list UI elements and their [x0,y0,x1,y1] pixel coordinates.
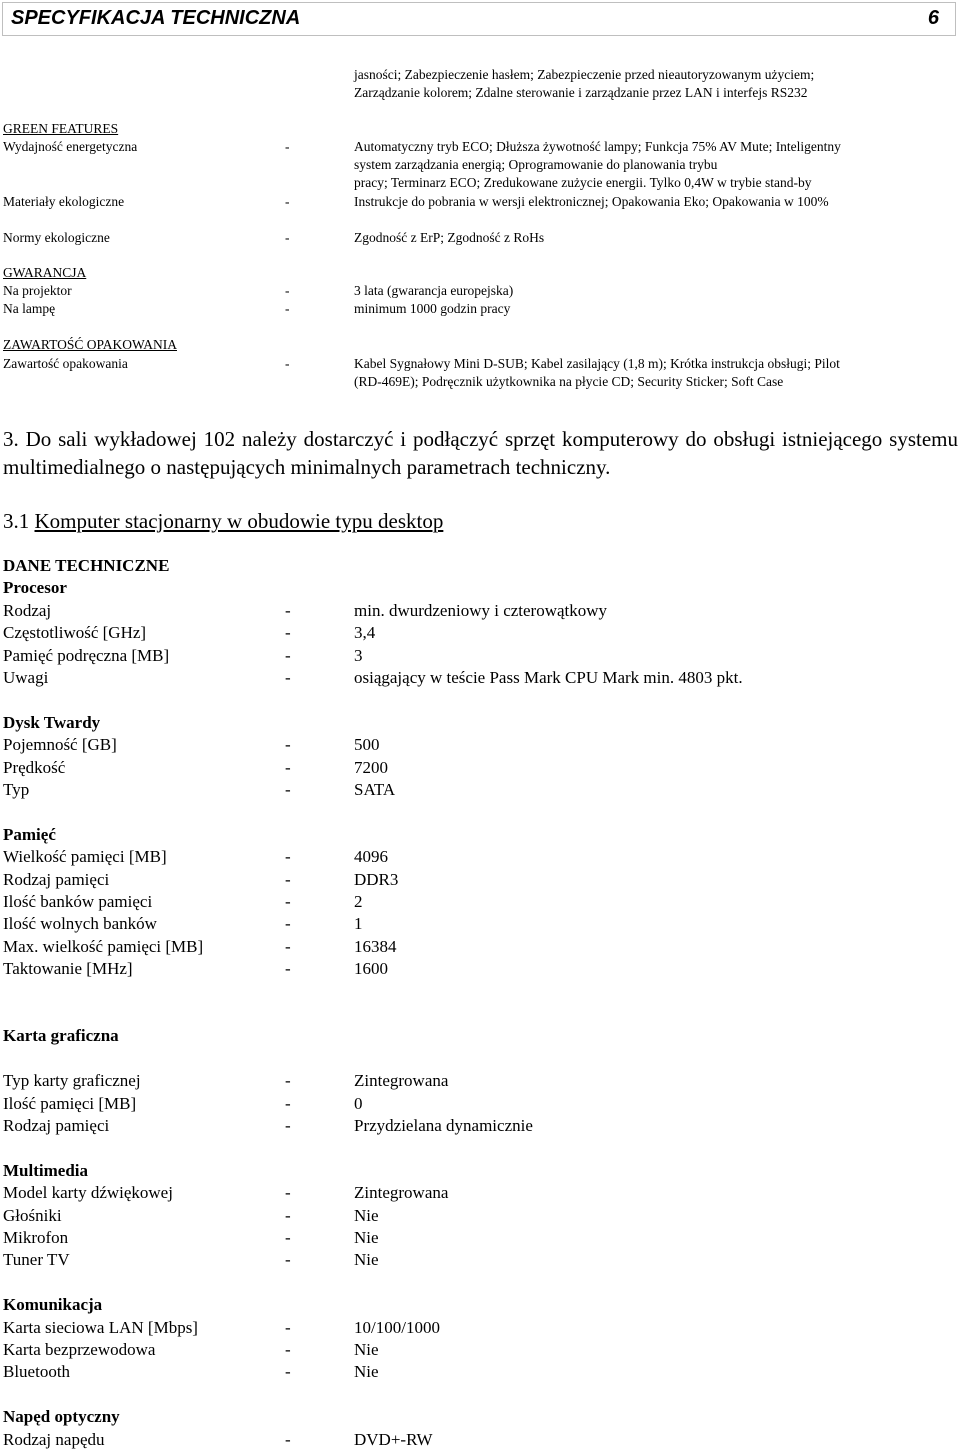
spec-label: Wielkość pamięci [MB] [3,847,167,867]
eco-norms-value: Zgodność z ErP; Zgodność z RoHs [354,230,545,245]
spec-value: Zintegrowana [354,1071,449,1091]
spec-label: Karta sieciowa LAN [Mbps] [3,1317,198,1337]
spec-dash: - [285,1116,291,1135]
page-title: SPECYFIKACJA TECHNICZNA [11,7,301,29]
energy-value-line: Automatyczny tryb ECO; Dłuższa żywotność lampy; Funkcja 75% AV Mute; Inteligentny [354,139,841,154]
spec-dash: - [285,1205,291,1225]
lamp-warranty-value: minimum 1000 godzin pracy [354,301,511,316]
spec-label: Tuner TV [3,1250,70,1270]
spec-label: Rodzaj pamięci [3,1116,110,1135]
section-3-1-heading [3,507,443,535]
spec-label: Pamięć podręczna [MB] [3,645,170,665]
group-title: Multimedia [3,1160,88,1180]
spec-dash: - [285,914,291,934]
spec-value: 7200 [354,757,388,777]
dash: - [285,356,290,371]
spec-value: 4096 [354,847,388,867]
spec-value: Nie [354,1228,379,1247]
spec-dash: - [285,1228,291,1247]
spec-value: DVD+-RW [354,1429,433,1449]
spec-value: Zintegrowana [354,1183,449,1203]
spec-dash: - [285,1340,291,1359]
group-title: Dysk Twardy [3,712,101,732]
spec-dash: - [285,623,291,643]
eco-materials-value: Instrukcje do pobrania w wersji elektronicznej; Opakowania Eko; Opakowania w 100% [354,194,829,209]
spec-label: Rodzaj [3,600,52,620]
spec-value: osiągający w teście Pass Mark CPU Mark min. 4803 pkt. [354,668,743,687]
spec-title: DANE TECHNICZNE [3,556,170,575]
package-value-line: Kabel Sygnałowy Mini D-SUB; Kabel zasilający (1,8 m); Krótka instrukcja obsługi; Pilot [354,356,840,371]
spec-value: Przydzielana dynamicznie [354,1116,533,1135]
energy-label: Wydajność energetyczna [3,139,138,154]
intro-line: Zarządzanie kolorem; Zdalne sterowanie i zarządzanie przez LAN i interfejs RS232 [354,85,808,100]
spec-dash: - [285,959,291,979]
spec-dash: - [285,1317,291,1337]
projector-warranty-label: Na projektor [3,283,72,298]
spec-dash: - [285,645,291,665]
spec-value: DDR3 [354,869,399,889]
spec-dash: - [285,1183,291,1203]
dash: - [285,139,290,154]
spec-label: Bluetooth [3,1362,71,1382]
spec-dash: - [285,1093,291,1113]
intro-line: jasności; Zabezpieczenie hasłem; Zabezpieczenie przed nieautoryzowanym użyciem; [354,67,815,82]
section-3-number: 3. [3,427,19,451]
spec-dash: - [285,1429,291,1449]
spec-label: Uwagi [3,668,49,687]
section-3-1-title: Komputer stacjonarny w obudowie typu desktop [34,509,444,533]
spec-label: Ilość wolnych banków [3,914,157,934]
spec-label: Prędkość [3,757,66,777]
package-label: Zawartość opakowania [3,356,128,371]
spec-value: 16384 [354,936,397,956]
spec-label: Ilość pamięci [MB] [3,1093,137,1113]
spec-dash: - [285,936,291,956]
dash: - [285,194,290,209]
spec-value: 1600 [354,959,388,979]
section-3-text: Do sali wykładowej 102 należy dostarczyć i podłączyć sprzęt komputerowy do obsługi istniejącego systemu multimedialnego o następujących minimalnych parametrach techniczny. [3,427,958,479]
group-title: Pamięć [3,824,56,844]
spec-label: Typ [3,780,30,799]
dash: - [285,283,290,298]
package-title: ZAWARTOŚĆ OPAKOWANIA [3,337,177,352]
energy-value-line: system zarządzania energią; Oprogramowanie do planowania trybu [354,157,718,172]
spec-value: Nie [354,1205,379,1225]
spec-label: Typ karty graficznej [3,1071,141,1091]
section-3-1-number: 3.1 [3,509,30,533]
spec-value: SATA [354,780,396,799]
spec-value: 3,4 [354,623,376,643]
spec-label: Rodzaj napędu [3,1429,105,1449]
group-title: Komunikacja [3,1295,103,1315]
spec-label: Karta bezprzewodowa [3,1340,156,1359]
page-header [2,2,956,36]
package-value-line: (RD-469E); Podręcznik użytkownika na płycie CD; Security Sticker; Soft Case [354,374,784,389]
group-title: Napęd optyczny [3,1407,120,1427]
group-title: Karta graficzna [3,1026,119,1046]
spec-dash: - [285,1362,291,1382]
dash: - [285,301,290,316]
eco-norms-label: Normy ekologiczne [3,230,110,245]
spec-value: Nie [354,1362,379,1382]
page-number: 6 [927,7,939,29]
spec-value: 500 [354,735,380,755]
spec-dash: - [285,892,291,911]
eco-materials-label: Materiały ekologiczne [3,194,125,209]
spec-dash: - [285,600,291,620]
spec-value: 3 [354,645,363,665]
green-features-title: GREEN FEATURES [3,121,119,136]
spec-dash: - [285,780,291,799]
spec-label: Mikrofon [3,1228,69,1247]
spec-dash: - [285,869,291,889]
spec-dash: - [285,1071,291,1091]
spec-value: 0 [354,1093,363,1113]
spec-value: 2 [354,892,363,911]
spec-label: Max. wielkość pamięci [MB] [3,936,204,956]
lamp-warranty-label: Na lampę [3,301,56,316]
spec-label: Rodzaj pamięci [3,869,110,889]
section-3-paragraph [3,425,958,481]
spec-value: Nie [354,1250,379,1270]
spec-dash: - [285,668,291,687]
spec-dash: - [285,735,291,755]
dash: - [285,230,290,245]
spec-label: Częstotliwość [GHz] [3,623,147,643]
group-title: Procesor [3,578,67,598]
spec-value: 10/100/1000 [354,1317,440,1337]
spec-label: Taktowanie [MHz] [3,959,133,979]
spec-dash: - [285,1250,291,1270]
warranty-title: GWARANCJA [3,265,87,280]
spec-label: Ilość banków pamięci [3,892,153,911]
spec-value: min. dwurdzeniowy i czterowątkowy [354,600,608,620]
energy-value-line: pracy; Terminarz ECO; Zredukowane zużycie energii. Tylko 0,4W w trybie stand-by [354,175,812,190]
spec-label: Pojemność [GB] [3,735,117,755]
spec-value: 1 [354,914,363,934]
spec-value: Nie [354,1340,379,1359]
spec-label: Głośniki [3,1205,62,1225]
spec-label: Model karty dźwiękowej [3,1183,173,1203]
spec-dash: - [285,757,291,777]
projector-warranty-value: 3 lata (gwarancja europejska) [354,283,514,298]
spec-dash: - [285,847,291,867]
